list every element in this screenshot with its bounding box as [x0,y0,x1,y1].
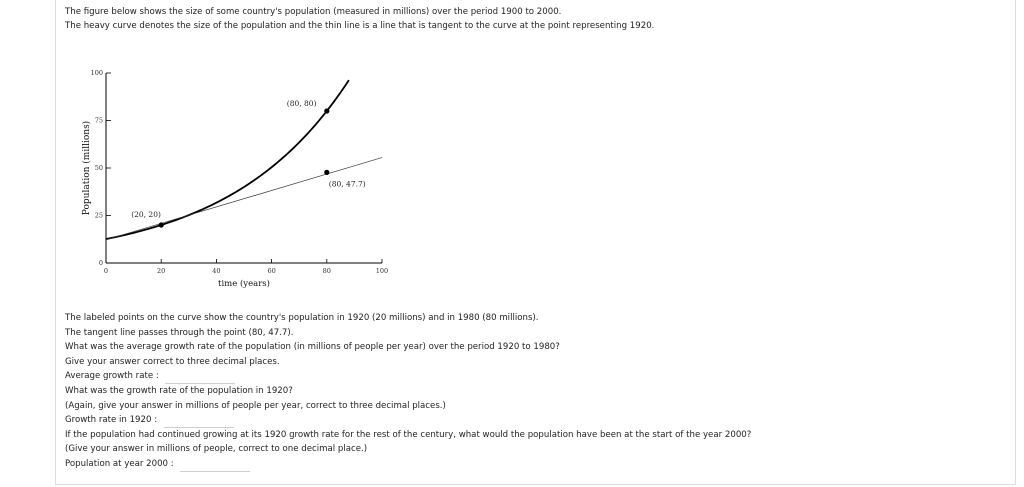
paragraph-tangent: The tangent line passes through the point (80, 47.7). [65,327,294,338]
y-axis-label: Population (millions) [82,120,92,216]
question-average-note: Give your answer correct to three decimal places. [65,356,280,367]
answer-2000-label: Population at year 2000 : [65,458,174,469]
answer-1920-label: Growth rate in 1920 : [65,415,158,426]
x-tick-label: 80 [322,267,331,275]
x-tick-label: 40 [212,267,221,275]
y-tick-label: 75 [94,116,103,125]
x-tick-label: 20 [157,267,166,275]
tangent-line [106,158,382,240]
x-axis-label: time (years) [218,279,270,289]
x-tick-label: 60 [267,267,276,275]
population-chart [81,63,431,293]
point-label: (80, 80) [286,99,317,108]
answer-1920-row [65,413,751,428]
y-tick-label: 100 [90,69,103,77]
question-year-2000-note: (Give your answer in millions of people, correct to one decimal place.) [65,444,368,455]
growth-rate-1920-input[interactable] [164,416,234,428]
average-rate-input[interactable] [165,372,235,384]
question-panel [55,0,1016,485]
answer-2000-row [65,457,751,472]
question-average-rate: What was the average growth rate of the population (in millions of people per year) over the period 1920 to 1980? [65,342,560,353]
question-1920-note: (Again, give your answer in millions of people per year, correct to three decimal places.) [65,400,446,411]
paragraph-points: The labeled points on the curve show the country's population in 1920 (20 millions) and in 1980 (80 millions). [65,313,539,323]
population-2000-input[interactable] [180,460,250,472]
data-point [324,170,329,175]
point-label: (80, 47.7) [328,179,366,189]
y-tick-label: 50 [94,164,103,172]
question-text [65,311,751,472]
question-year-2000: If the population had continued growing at its 1920 growth rate for the rest of the century, what would the population have been at the start of the year 2000? [65,429,752,440]
intro-text [65,5,654,33]
answer-average-label: Average growth rate : [65,371,159,382]
x-tick-label: 100 [375,267,389,275]
intro-line-2: The heavy curve denotes the size of the population and the thin line is a line that is tangent to the curve at the point representing 1920. [65,21,655,31]
data-point [324,108,329,113]
question-1920-rate: What was the growth rate of the population in 1920? [65,385,293,396]
y-tick-label: 0 [98,259,103,267]
x-tick-label: 0 [103,267,109,275]
answer-average-row [65,369,751,384]
point-label: (20, 20) [131,210,161,219]
intro-line-1: The figure below shows the size of some country's population (measured in millions) over the period 1900 to 2000. [65,7,562,17]
y-tick-label: 25 [94,211,103,220]
data-point [159,222,164,227]
